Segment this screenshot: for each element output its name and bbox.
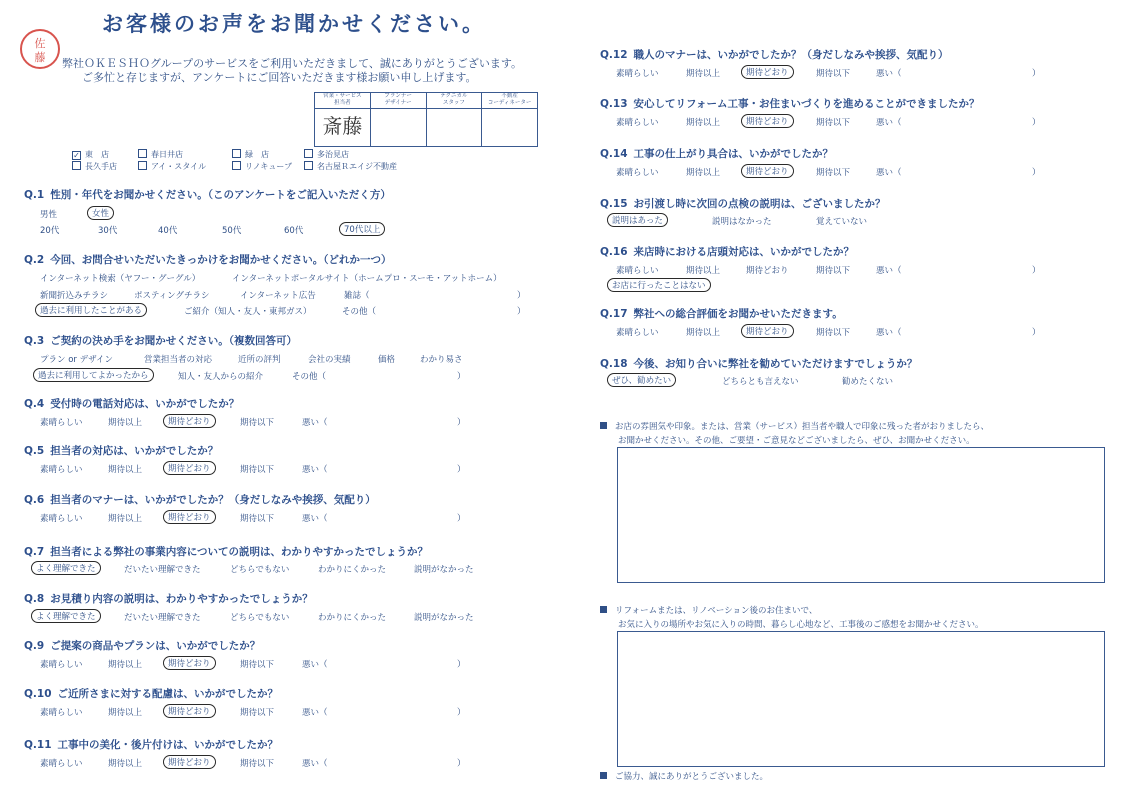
close-paren: ）: [517, 291, 526, 301]
option-clarity[interactable]: だいたい理解できた: [124, 565, 201, 575]
option-inspection[interactable]: 覚えていない: [816, 217, 868, 227]
store-option[interactable]: リノキューブ: [232, 161, 292, 173]
option-rating[interactable]: 期待以下: [816, 118, 851, 128]
option-rating-selected[interactable]: 期待どおり: [741, 65, 794, 79]
option-rating[interactable]: 悪い（: [876, 118, 902, 128]
option-rating-selected[interactable]: 期待どおり: [163, 510, 216, 524]
option-recommend-selected[interactable]: ぜひ、勧めたい: [607, 373, 676, 387]
option-age[interactable]: 20代: [40, 226, 60, 236]
option-inspection[interactable]: 説明はなかった: [712, 217, 772, 227]
option-rating[interactable]: 期待以上: [686, 118, 721, 128]
option-rating[interactable]: 素晴らしい: [40, 759, 83, 769]
close-paren: ）: [457, 514, 466, 524]
svg-text:佐: 佐: [34, 37, 46, 50]
option-rating[interactable]: 素晴らしい: [40, 465, 83, 475]
store-option[interactable]: 多治見店: [304, 149, 349, 161]
question-q4: Q.4 受付時の電話対応は、いかがでしたか？: [24, 398, 240, 410]
option-rating[interactable]: 悪い（: [876, 69, 902, 79]
svg-text:藤: 藤: [34, 51, 46, 64]
option-rating[interactable]: 素晴らしい: [616, 266, 659, 276]
option-rating-selected[interactable]: 期待どおり: [741, 324, 794, 338]
option-rating[interactable]: 期待どおり: [746, 266, 789, 276]
option-rating[interactable]: 期待以下: [240, 759, 275, 769]
option-rating[interactable]: 期待以下: [240, 660, 275, 670]
page-title: お客様のお声をお聞かせください。: [102, 12, 486, 36]
option-rating[interactable]: 悪い（: [302, 759, 328, 769]
checkbox-icon[interactable]: [304, 161, 313, 170]
option-clarity[interactable]: 説明がなかった: [414, 613, 474, 623]
option-reason-selected[interactable]: 過去に利用してよかったから: [33, 368, 154, 382]
option-rating[interactable]: 期待以下: [240, 708, 275, 718]
option-reason[interactable]: 知人・友人からの紹介: [178, 372, 264, 382]
staff-signature: 斎藤: [322, 114, 363, 138]
square-bullet-icon: [600, 772, 607, 779]
option-rating[interactable]: 期待以上: [108, 660, 143, 670]
option-age-selected[interactable]: 70代以上: [339, 222, 385, 236]
option-clarity[interactable]: わかりにくかった: [318, 613, 387, 623]
intro-line-1: 弊社ＯＫＥＳＨＯグループのサービスをご利用いただきまして、誠にありがとうございます。: [62, 57, 523, 70]
option-rating[interactable]: 素晴らしい: [616, 118, 659, 128]
option-rating-selected[interactable]: 期待どおり: [163, 704, 216, 718]
question-q3: Q.3 ご契約の決め手をお聞かせください。（複数回答可）: [24, 335, 297, 347]
option-rating[interactable]: 悪い（: [302, 708, 328, 718]
option-rating[interactable]: 期待以下: [816, 266, 851, 276]
comment-prompt-1-line-2: お聞かせください。その他、ご要望・ご意見などございましたら、ぜひ、お聞かせください。: [618, 436, 975, 446]
question-q7: Q.7 担当者による弊社の事業内容についての説明は、わかりやすかったでしょうか？: [24, 546, 429, 558]
question-q16: Q.16 来店時における店頭対応は、いかがでしたか？: [600, 246, 855, 258]
option-rating[interactable]: 期待以上: [108, 514, 143, 524]
option-clarity[interactable]: どちらでもない: [230, 565, 290, 575]
checkbox-icon[interactable]: [232, 149, 241, 158]
question-q6: Q.6 担当者のマナーは、いかがでしたか？（身だしなみや挨拶、気配り）: [24, 494, 376, 506]
staff-header-sales: 営業・サービス 担当者: [315, 93, 370, 109]
question-q18: Q.18 今後、お知り合いに弊社を勧めていただけますでしょうか？: [600, 358, 918, 370]
option-rating[interactable]: 素晴らしい: [40, 418, 83, 428]
close-paren: ）: [1032, 118, 1041, 128]
close-paren: ）: [457, 372, 466, 382]
checkbox-icon[interactable]: [232, 161, 241, 170]
close-paren: ）: [457, 465, 466, 475]
close-paren: ）: [1032, 266, 1041, 276]
staff-header-planner: プランナー デザイナー: [371, 93, 426, 109]
option-rating[interactable]: 期待以下: [240, 418, 275, 428]
checkbox-icon[interactable]: [138, 149, 147, 158]
option-rating-selected[interactable]: 期待どおり: [163, 461, 216, 475]
option-rating[interactable]: 素晴らしい: [616, 328, 659, 338]
option-rating-selected[interactable]: 期待どおり: [741, 164, 794, 178]
option-age[interactable]: 50代: [222, 226, 242, 236]
close-paren: ）: [457, 660, 466, 670]
option-gender[interactable]: 男性: [40, 210, 58, 220]
store-option[interactable]: 長久手店: [72, 161, 117, 173]
option-age[interactable]: 30代: [98, 226, 118, 236]
store-option[interactable]: 緑 店: [232, 149, 269, 161]
option-rating[interactable]: 期待以上: [686, 266, 721, 276]
option-rating[interactable]: 期待以上: [686, 328, 721, 338]
option-recommend[interactable]: どちらとも言えない: [722, 377, 799, 387]
option-rating[interactable]: 悪い（: [302, 514, 328, 524]
option-rating[interactable]: 期待以上: [108, 465, 143, 475]
close-paren: ）: [517, 307, 526, 317]
option-rating[interactable]: 期待以上: [108, 759, 143, 769]
checkbox-icon[interactable]: [304, 149, 313, 158]
staff-header-realestate: 不動産 コーディネーター: [482, 93, 537, 109]
option-rating[interactable]: 期待以上: [686, 69, 721, 79]
option-rating[interactable]: 悪い（: [876, 266, 902, 276]
question-q2: Q.2 今回、お問合せいただいたきっかけをお聞かせください。（どれか一つ）: [24, 254, 392, 266]
option-inspection-selected[interactable]: 説明はあった: [607, 213, 668, 227]
close-paren: ）: [1032, 168, 1041, 178]
intro-line-2: ご多忙と存じますが、アンケートにご回答いただきます様お願い申し上げます。: [82, 71, 477, 84]
option-clarity[interactable]: だいたい理解できた: [124, 613, 201, 623]
option-source[interactable]: インターネット広告: [240, 291, 316, 301]
store-option[interactable]: アイ・スタイル: [138, 161, 206, 173]
square-bullet-icon: [600, 606, 607, 613]
staff-header-technical: テクニカル スタッフ: [427, 93, 482, 109]
option-reason[interactable]: 近所の評判: [238, 355, 281, 365]
option-clarity-selected[interactable]: よく理解できた: [31, 561, 101, 575]
option-rating[interactable]: 素晴らしい: [616, 168, 659, 178]
question-q12: Q.12 職人のマナーは、いかがでしたか？（身だしなみや挨拶、気配り）: [600, 49, 949, 61]
option-reason[interactable]: 価格: [378, 355, 396, 365]
question-q8: Q.8 お見積り内容の説明は、わかりやすかったでしょうか？: [24, 593, 313, 605]
option-source[interactable]: インターネット検索（ヤフー・グーグル）: [40, 274, 201, 284]
question-q15: Q.15 お引渡し時に次回の点検の説明は、ございましたか？: [600, 198, 886, 210]
comment-prompt-2-line-2: お気に入りの場所やお気に入りの時間、暮らし心地など、工事後のご感想をお聞かせください。: [618, 620, 984, 630]
option-clarity[interactable]: 説明がなかった: [414, 565, 474, 575]
comment-box-1[interactable]: [617, 447, 1105, 583]
store-option[interactable]: ✓ 東 店: [73, 150, 109, 160]
option-rating[interactable]: 期待以下: [816, 69, 851, 79]
close-paren: ）: [457, 418, 466, 428]
question-q5: Q.5 担当者の対応は、いかがでしたか？: [24, 445, 219, 457]
closing-thanks: ご協力、誠にありがとうございました。: [600, 770, 768, 782]
checkbox-icon[interactable]: [138, 161, 147, 170]
option-rating[interactable]: 期待以下: [240, 465, 275, 475]
option-clarity[interactable]: わかりにくかった: [318, 565, 387, 575]
option-source[interactable]: ご紹介（知人・友人・東邦ガス）: [184, 307, 312, 317]
option-source-selected[interactable]: 過去に利用したことがある: [35, 303, 147, 317]
option-rating[interactable]: 期待以上: [686, 168, 721, 178]
question-q14: Q.14 工事の仕上がり具合は、いかがでしたか？: [600, 148, 834, 160]
question-q13: Q.13 安心してリフォーム工事・お住まいづくりを進めることができましたか？: [600, 98, 980, 110]
close-paren: ）: [1032, 328, 1041, 338]
option-clarity-selected[interactable]: よく理解できた: [31, 609, 101, 623]
option-rating-selected[interactable]: 期待どおり: [163, 656, 216, 670]
question-q17: Q.17 弊社への総合評価をお聞かせいただきます。: [600, 308, 843, 320]
option-rating[interactable]: 期待以上: [108, 418, 143, 428]
comment-prompt-2: リフォームまたは、リノベーション後のお住まいで、: [600, 604, 817, 616]
option-rating[interactable]: 悪い（: [302, 660, 328, 670]
option-rating[interactable]: 期待以下: [816, 168, 851, 178]
option-reason[interactable]: その他（: [292, 372, 327, 382]
option-source[interactable]: インターネットポータルサイト（ホームプロ・スーモ・アットホーム）: [232, 274, 502, 284]
option-source[interactable]: ポスティングチラシ: [134, 291, 210, 301]
staff-table: [314, 92, 538, 147]
option-reason[interactable]: わかり易さ: [420, 355, 463, 365]
option-age[interactable]: 60代: [284, 226, 304, 236]
comment-box-2[interactable]: [617, 631, 1105, 767]
option-rating[interactable]: 素晴らしい: [40, 660, 83, 670]
option-gender-selected[interactable]: 女性: [87, 206, 114, 220]
close-paren: ）: [457, 759, 466, 769]
option-reason[interactable]: 営業担当者の対応: [144, 355, 213, 365]
option-rating-selected[interactable]: 期待どおり: [741, 114, 794, 128]
option-source[interactable]: 新聞折込みチラシ: [40, 291, 109, 301]
option-rating[interactable]: 悪い（: [876, 168, 902, 178]
close-paren: ）: [457, 708, 466, 718]
option-age[interactable]: 40代: [158, 226, 178, 236]
question-q9: Q.9 ご提案の商品やプランは、いかがでしたか？: [24, 640, 261, 652]
store-option[interactable]: 名古屋Ｒエイジ不動産: [304, 161, 397, 173]
option-reason[interactable]: プラン or デザイン: [40, 355, 114, 365]
option-rating-selected[interactable]: 期待どおり: [163, 414, 216, 428]
checkbox-icon[interactable]: [72, 161, 81, 170]
option-rating[interactable]: 素晴らしい: [40, 514, 83, 524]
checkbox-checked-icon[interactable]: ✓: [73, 151, 80, 160]
store-option[interactable]: 春日井店: [138, 149, 183, 161]
option-recommend[interactable]: 勧めたくない: [842, 377, 894, 387]
question-q1: Q.1 性別・年代をお聞かせください。（このアンケートをご記入いただく方）: [24, 189, 391, 201]
option-source[interactable]: その他（: [342, 307, 377, 317]
question-q10: Q.10 ご近所さまに対する配慮は、いかがでしたか？: [24, 688, 279, 700]
option-rating[interactable]: 期待以下: [816, 328, 851, 338]
option-rating-selected[interactable]: 期待どおり: [163, 755, 216, 769]
option-rating[interactable]: 素晴らしい: [40, 708, 83, 718]
option-rating[interactable]: 悪い（: [876, 328, 902, 338]
option-rating[interactable]: 期待以上: [108, 708, 143, 718]
square-bullet-icon: [600, 422, 607, 429]
question-q11: Q.11 工事中の美化・後片付けは、いかがでしたか？: [24, 739, 279, 751]
option-source[interactable]: 雑誌（: [344, 291, 370, 301]
option-rating[interactable]: 期待以下: [240, 514, 275, 524]
close-paren: ）: [1032, 69, 1041, 79]
seal-stamp: [20, 29, 60, 69]
option-rating[interactable]: 悪い（: [302, 418, 328, 428]
option-clarity[interactable]: どちらでもない: [230, 613, 290, 623]
option-store-visit-selected[interactable]: お店に行ったことはない: [607, 278, 711, 292]
option-rating[interactable]: 悪い（: [302, 465, 328, 475]
option-reason[interactable]: 会社の実績: [308, 355, 351, 365]
option-rating[interactable]: 素晴らしい: [616, 69, 659, 79]
comment-prompt-1: お店の雰囲気や印象。または、営業（サービス）担当者や職人で印象に残った者がおりましたら、: [600, 420, 989, 432]
